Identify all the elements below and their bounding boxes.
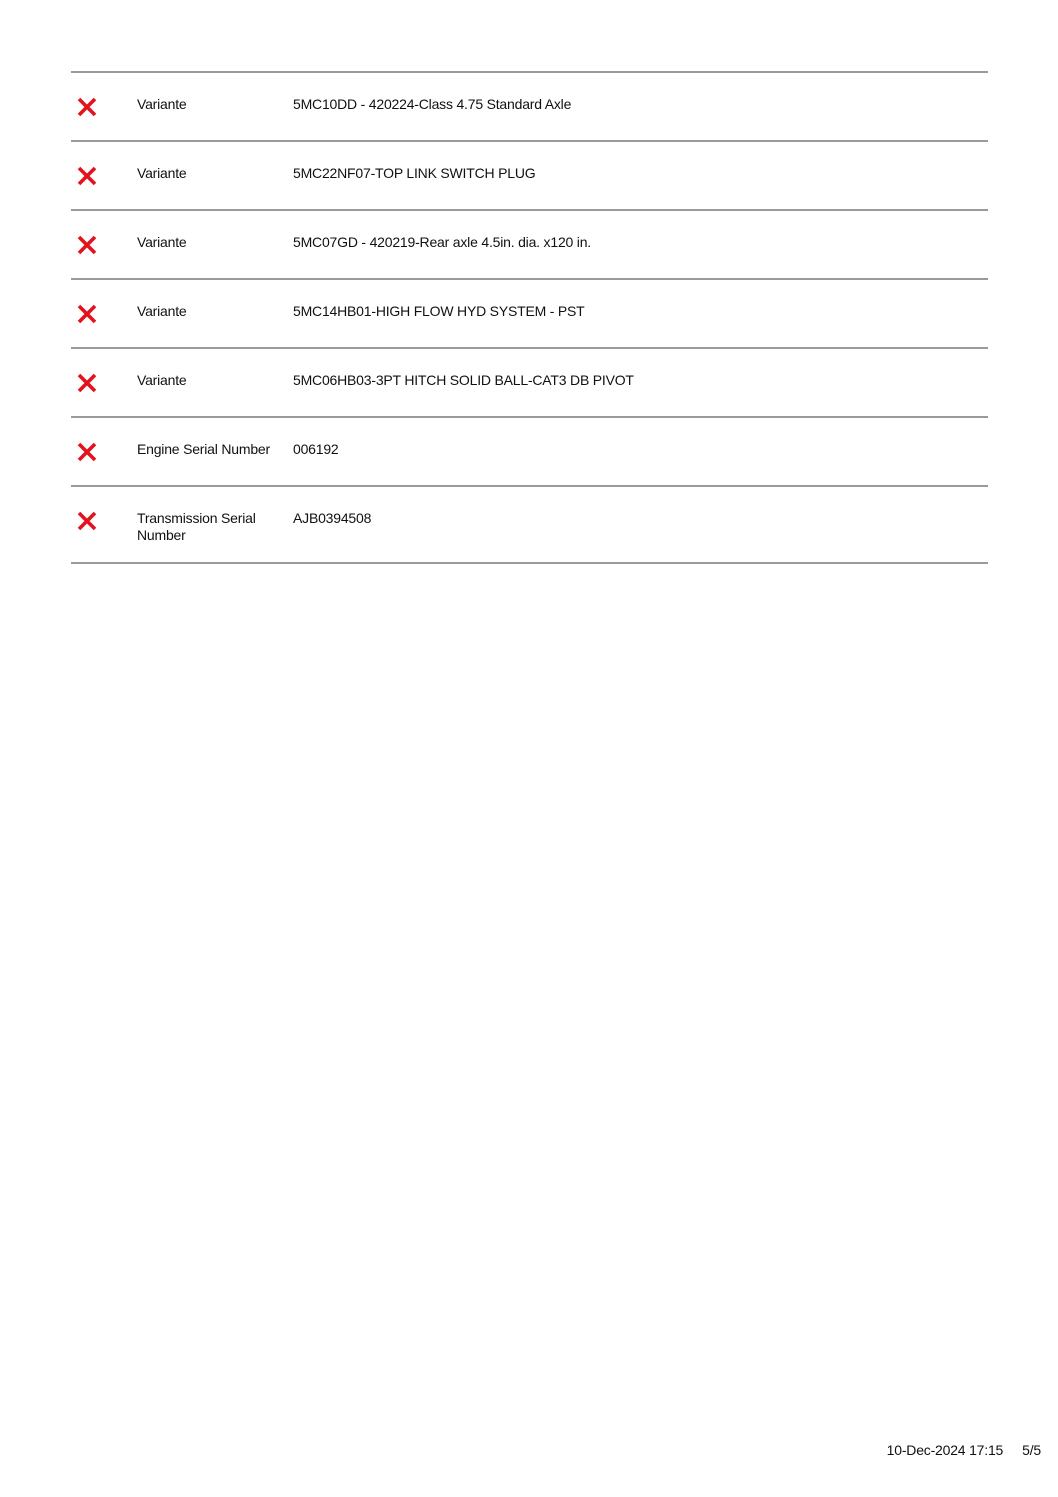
table-row bbox=[71, 349, 988, 418]
table-row bbox=[71, 142, 988, 211]
table-row bbox=[71, 487, 988, 564]
row-value: 5MC06HB03-3PT HITCH SOLID BALL-CAT3 DB PIVOT bbox=[293, 372, 634, 388]
x-icon bbox=[77, 304, 97, 324]
row-value: 5MC07GD - 420219-Rear axle 4.5in. dia. x120 in. bbox=[293, 234, 591, 250]
table-row bbox=[71, 280, 988, 349]
row-value: 006192 bbox=[293, 441, 339, 457]
table-row bbox=[71, 211, 988, 280]
status-cell bbox=[71, 372, 137, 396]
table-row bbox=[71, 73, 988, 142]
status-cell bbox=[71, 510, 137, 534]
status-cell bbox=[71, 165, 137, 189]
status-cell bbox=[71, 234, 137, 258]
x-icon bbox=[77, 373, 97, 393]
status-cell bbox=[71, 441, 137, 465]
row-value: 5MC14HB01-HIGH FLOW HYD SYSTEM - PST bbox=[293, 303, 585, 319]
row-value: AJB0394508 bbox=[293, 510, 372, 526]
x-icon bbox=[77, 97, 97, 117]
row-label: Engine Serial Number bbox=[137, 441, 270, 457]
row-label: Variante bbox=[137, 165, 187, 181]
x-icon bbox=[77, 511, 97, 531]
row-value: 5MC10DD - 420224-Class 4.75 Standard Axle bbox=[293, 96, 572, 112]
x-icon bbox=[77, 235, 97, 255]
row-label: Variante bbox=[137, 372, 187, 388]
spec-table bbox=[71, 71, 988, 564]
row-label: Transmission Serial Number bbox=[137, 510, 256, 543]
row-label: Variante bbox=[137, 234, 187, 250]
page-footer bbox=[887, 1442, 1041, 1459]
status-cell bbox=[71, 96, 137, 120]
x-icon bbox=[77, 442, 97, 462]
footer-timestamp: 10-Dec-2024 17:15 bbox=[886, 1442, 1004, 1458]
status-cell bbox=[71, 303, 137, 327]
row-label: Variante bbox=[137, 96, 187, 112]
row-value: 5MC22NF07-TOP LINK SWITCH PLUG bbox=[293, 165, 536, 181]
x-icon bbox=[77, 166, 97, 186]
page-number: 5/5 bbox=[1022, 1442, 1041, 1458]
row-label: Variante bbox=[137, 303, 187, 319]
table-row bbox=[71, 418, 988, 487]
